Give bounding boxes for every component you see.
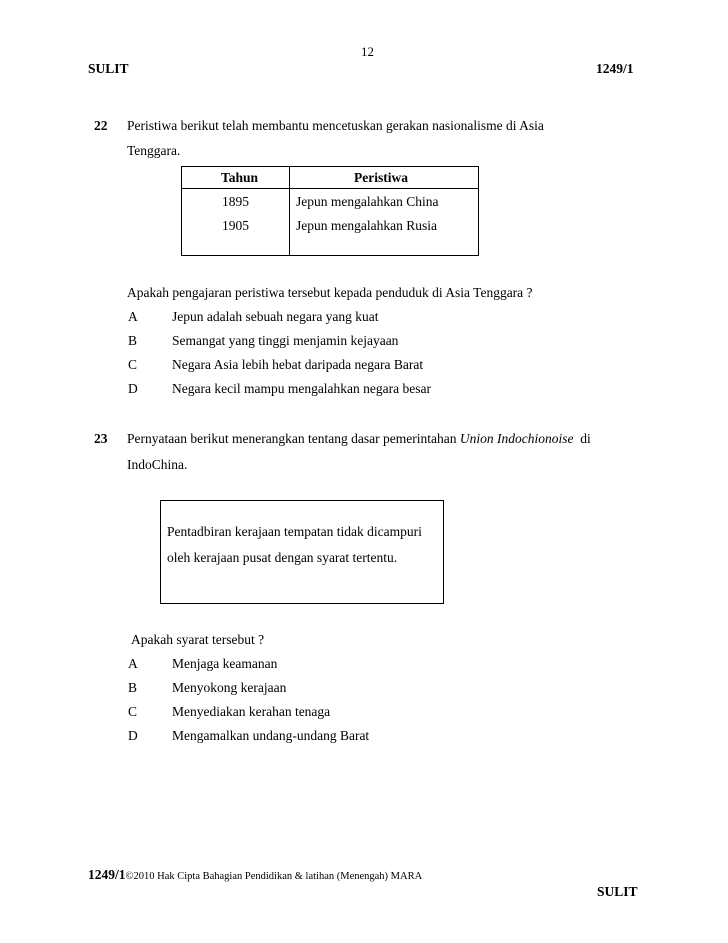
table-cell-year: 1905 (222, 218, 249, 233)
option-text: Jepun adalah sebuah negara yang kuat (172, 309, 379, 324)
option-letter: A (128, 309, 138, 324)
statement-line: oleh kerajaan pusat dengan syarat tertentu. (167, 550, 398, 565)
footer-paper-code: 1249/1 (88, 867, 126, 882)
option-letter: D (128, 728, 138, 743)
option-text: Negara kecil mampu mengalahkan negara besar (172, 381, 431, 396)
question-stem (127, 431, 591, 447)
option-text: Menyediakan kerahan tenaga (172, 704, 331, 719)
header-paper-code: 1249/1 (596, 61, 634, 76)
header-classification: SULIT (88, 61, 129, 76)
table-cell-event: Jepun mengalahkan China (296, 194, 439, 209)
question-prompt: Apakah pengajaran peristiwa tersebut kepada penduduk di Asia Tenggara ? (127, 285, 533, 300)
option-letter: B (128, 333, 138, 348)
question-stem-continued: IndoChina. (127, 457, 188, 472)
option-letter: A (128, 656, 138, 671)
question-stem: Peristiwa berikut telah membantu mencetuskan gerakan nasionalisme di Asia (127, 118, 544, 133)
table-header-event: Peristiwa (354, 170, 408, 185)
stem-italic-term: Union Indochionoise (459, 431, 574, 446)
table-header-divider (181, 188, 478, 189)
option-letter: B (128, 680, 138, 695)
table-column-divider (289, 166, 290, 255)
option-text: Menjaga keamanan (172, 656, 278, 671)
table-cell-event: Jepun mengalahkan Rusia (296, 218, 437, 233)
table-header-year: Tahun (221, 170, 259, 185)
footer-copyright (88, 867, 422, 883)
question-stem-continued: Tenggara. (127, 143, 181, 158)
option-letter: D (128, 381, 138, 396)
option-text: Negara Asia lebih hebat daripada negara Barat (172, 357, 424, 372)
footer-classification: SULIT (597, 884, 638, 899)
stem-prefix: Pernyataan berikut menerangkan tentang dasar pemerintahan (127, 431, 457, 446)
stem-suffix: di (580, 431, 591, 446)
option-letter: C (128, 704, 138, 719)
question-prompt: Apakah syarat tersebut ? (131, 632, 265, 647)
page-number: 12 (361, 44, 374, 59)
option-text: Mengamalkan undang-undang Barat (172, 728, 370, 743)
footer-copyright-text: ©2010 Hak Cipta Bahagian Pendidikan & latihan (Menengah) MARA (125, 871, 423, 882)
option-text: Menyokong kerajaan (172, 680, 287, 695)
question-number: 23 (94, 431, 108, 446)
statement-line: Pentadbiran kerajaan tempatan tidak dicampuri (167, 524, 422, 539)
option-letter: C (128, 357, 138, 372)
option-text: Semangat yang tinggi menjamin kejayaan (172, 333, 399, 348)
table-cell-year: 1895 (222, 194, 249, 209)
question-number: 22 (94, 118, 108, 133)
